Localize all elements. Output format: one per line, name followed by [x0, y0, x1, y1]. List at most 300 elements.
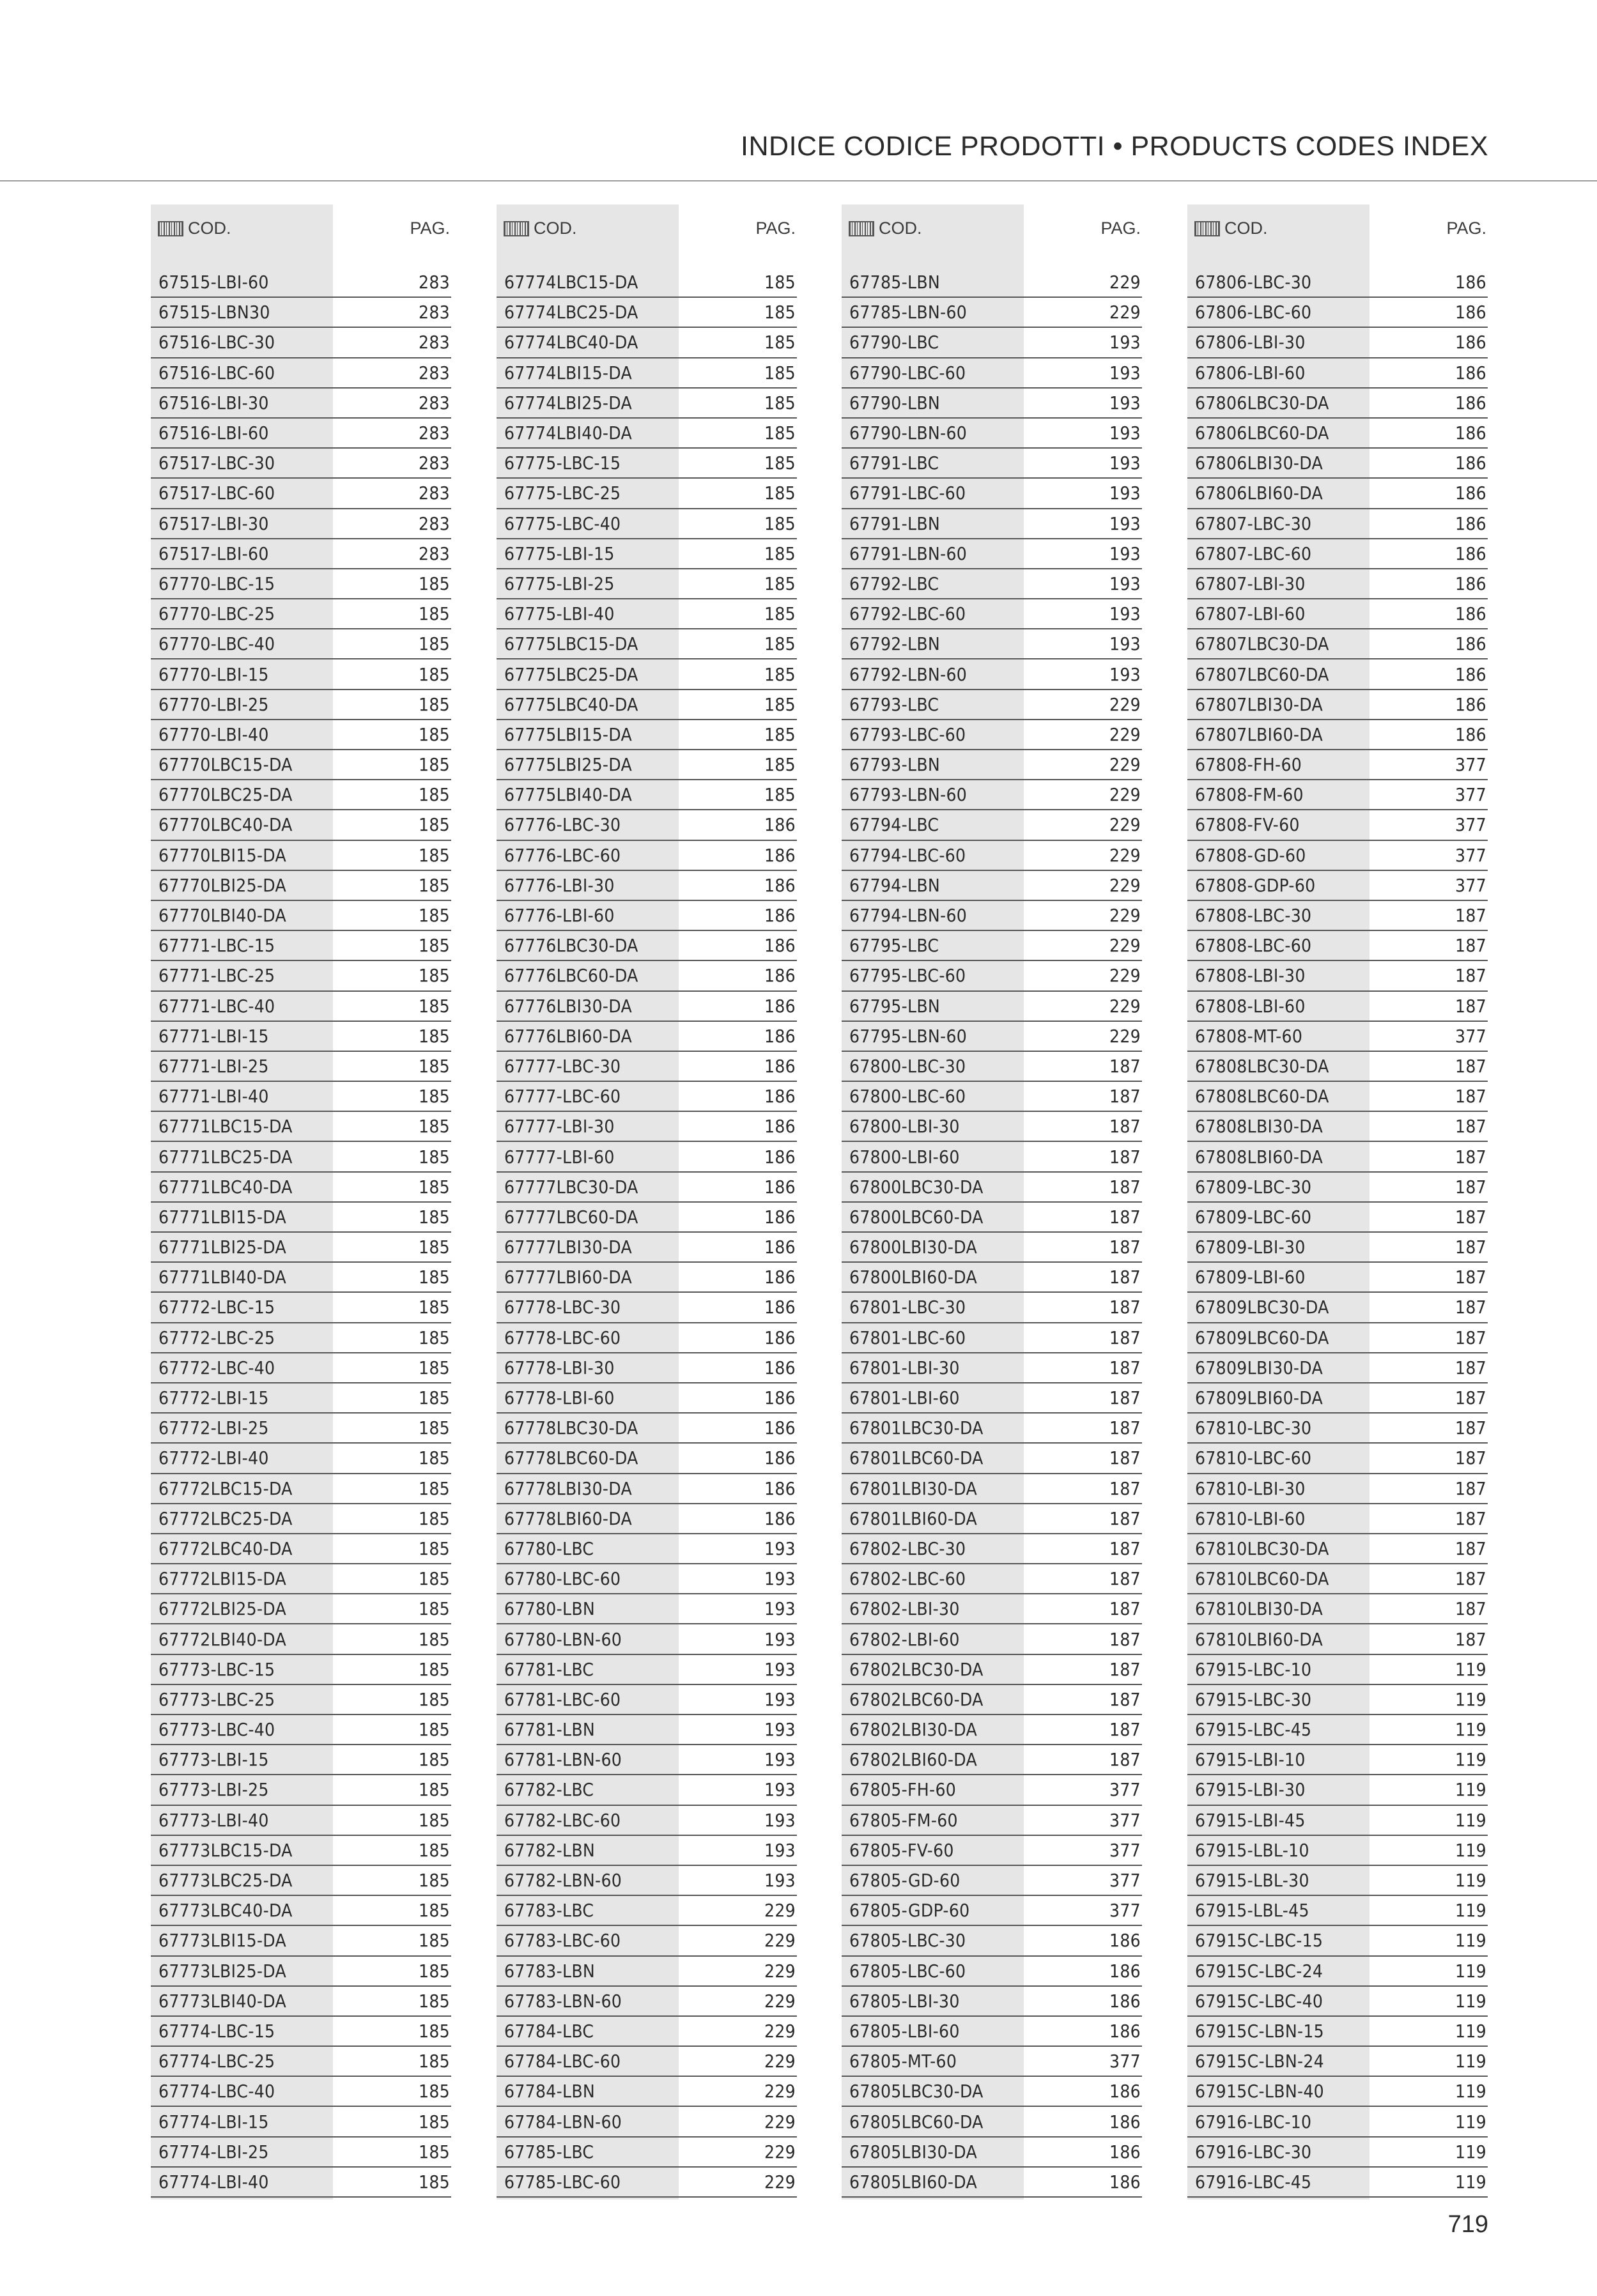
product-code: 67805LBC60-DA: [849, 2111, 984, 2132]
product-code: 67807LBI60-DA: [1195, 723, 1323, 745]
table-row: [151, 1082, 451, 1112]
table-row: [497, 1806, 797, 1836]
product-code: 67793-LBC: [849, 693, 939, 715]
table-row: [842, 690, 1142, 720]
page-ref: 187: [1455, 1447, 1486, 1469]
product-code: 67780-LBN-60: [504, 1628, 622, 1650]
product-code: 67795-LBN-60: [849, 1025, 968, 1047]
product-code: 67775LBC40-DA: [504, 693, 638, 715]
table-row: [1187, 961, 1488, 991]
page-ref: 185: [419, 1990, 450, 2012]
page-ref: 185: [419, 1477, 450, 1499]
page-ref: 186: [764, 1146, 796, 1167]
table-row: [151, 1685, 451, 1715]
table-row: [151, 1203, 451, 1233]
barcode-icon: [1195, 222, 1219, 236]
page-ref: 185: [764, 573, 796, 594]
page-ref: 185: [419, 1176, 450, 1198]
product-code: 67771-LBI-25: [158, 1055, 269, 1077]
product-code: 67807-LBC-30: [1195, 512, 1312, 534]
page-ref: 229: [764, 1900, 796, 1922]
product-code: 67776-LBC-60: [504, 844, 621, 866]
product-code: 67772-LBC-40: [158, 1357, 275, 1378]
product-code: 67802LBI30-DA: [849, 1719, 978, 1741]
table-row: [151, 1474, 451, 1504]
page-ref: 283: [419, 543, 450, 564]
table-row: [151, 871, 451, 901]
table-row: [1187, 479, 1488, 509]
product-code: 67775-LBC-40: [504, 512, 621, 534]
page-ref: 193: [1109, 512, 1141, 534]
product-code: 67516-LBI-60: [158, 422, 269, 444]
table-row: [842, 419, 1142, 449]
page-ref: 187: [1109, 1237, 1141, 1258]
page-ref: 193: [1109, 603, 1141, 625]
table-row: [151, 1383, 451, 1414]
table-row: [842, 1685, 1142, 1715]
product-code: 67808-GD-60: [1195, 844, 1306, 866]
product-code: 67809LBC60-DA: [1195, 1327, 1329, 1348]
product-code: 67778LBC60-DA: [504, 1447, 638, 1469]
page-ref: 185: [419, 1749, 450, 1771]
table-row: [842, 599, 1142, 629]
table-row: [151, 479, 451, 509]
page-ref: 185: [764, 754, 796, 776]
product-code: 67776LBC30-DA: [504, 935, 638, 957]
table-row: [1187, 1806, 1488, 1836]
product-code: 67800LBC60-DA: [849, 1206, 984, 1228]
table-row: [1187, 419, 1488, 449]
product-code: 67805-LBC-30: [849, 1930, 966, 1952]
product-code: 67774-LBC-25: [158, 2051, 275, 2072]
table-row: [151, 328, 451, 358]
table-row: [842, 1957, 1142, 1987]
page-ref: 283: [419, 272, 450, 293]
table-row: [151, 509, 451, 539]
table-row: [497, 720, 797, 750]
table-row: [497, 961, 797, 991]
table-row: [842, 1444, 1142, 1474]
table-row: [497, 1594, 797, 1624]
table-row: [151, 389, 451, 419]
code-header: [504, 219, 577, 238]
page-ref: 185: [419, 1779, 450, 1801]
product-code: 67915C-LBN-24: [1195, 2051, 1324, 2072]
product-code: 67792-LBC-60: [849, 603, 966, 625]
product-code: 67802LBC30-DA: [849, 1658, 984, 1680]
table-row: [842, 780, 1142, 810]
table-row: [497, 1836, 797, 1866]
product-code: 67771LBI15-DA: [158, 1206, 287, 1228]
product-code: 67805LBC30-DA: [849, 2081, 984, 2102]
product-code: 67807-LBI-60: [1195, 603, 1306, 625]
page-ref: 119: [1455, 1870, 1486, 1892]
product-code: 67515-LBI-60: [158, 272, 269, 293]
product-code: 67515-LBN30: [158, 302, 270, 323]
table-row: [842, 358, 1142, 389]
table-row: [842, 901, 1142, 931]
page-ref: 193: [1109, 543, 1141, 564]
product-code: 67772LBI40-DA: [158, 1628, 287, 1650]
page-ref: 186: [1455, 482, 1486, 504]
code-header: [158, 219, 231, 238]
page-ref: 187: [1455, 905, 1486, 927]
product-code: 67778LBC30-DA: [504, 1417, 638, 1439]
product-code: 67794-LBC: [849, 814, 939, 836]
table-row: [151, 1806, 451, 1836]
page-ref: 185: [419, 1146, 450, 1167]
page-ref: 185: [419, 2081, 450, 2102]
table-row: [842, 1806, 1142, 1836]
product-code: 67810LBC30-DA: [1195, 1537, 1329, 1559]
page-ref: 193: [764, 1628, 796, 1650]
product-code: 67776LBC60-DA: [504, 965, 638, 987]
page-ref: 187: [1455, 1055, 1486, 1077]
product-code: 67805-FV-60: [849, 1839, 954, 1861]
product-code: 67783-LBN-60: [504, 1990, 622, 2012]
product-code: 67805-FH-60: [849, 1779, 957, 1801]
product-code: 67807LBC30-DA: [1195, 633, 1329, 655]
code-list: [151, 268, 451, 2198]
page-ref: 186: [1109, 2020, 1141, 2042]
table-row: [1187, 2017, 1488, 2047]
table-row: [1187, 2047, 1488, 2077]
product-code: 67775-LBC-15: [504, 452, 621, 474]
product-code: 67915-LBI-30: [1195, 1779, 1306, 1801]
page-ref: 283: [419, 482, 450, 504]
product-code: 67809-LBI-60: [1195, 1267, 1306, 1288]
page-ref: 185: [419, 1900, 450, 1922]
product-code: 67772LBC25-DA: [158, 1507, 293, 1529]
page-ref: 185: [419, 603, 450, 625]
table-row: [497, 1444, 797, 1474]
table-row: [842, 1142, 1142, 1172]
product-code: 67915-LBI-10: [1195, 1749, 1306, 1771]
page-ref: 185: [419, 1206, 450, 1228]
table-row: [497, 1022, 797, 1052]
table-row: [151, 1504, 451, 1534]
page-ref: 186: [764, 1447, 796, 1469]
page-ref: 377: [1109, 1839, 1141, 1861]
table-row: [151, 750, 451, 780]
page-ref: 377: [1455, 784, 1486, 806]
page-ref: 185: [419, 1447, 450, 1469]
product-code: 67774-LBC-40: [158, 2081, 275, 2102]
page-ref: 187: [1455, 935, 1486, 957]
page-ref: 185: [764, 723, 796, 745]
product-code: 67805-LBI-30: [849, 1990, 960, 2012]
product-code: 67806-LBC-30: [1195, 272, 1312, 293]
page-ref: 185: [764, 272, 796, 293]
table-row: [1187, 1685, 1488, 1715]
product-code: 67808-FV-60: [1195, 814, 1300, 836]
page-ref: 119: [1455, 1930, 1486, 1952]
table-row: [151, 961, 451, 991]
table-row: [1187, 992, 1488, 1022]
product-code: 67777LBI30-DA: [504, 1237, 633, 1258]
page-ref: 185: [419, 814, 450, 836]
product-code: 67777LBI60-DA: [504, 1267, 633, 1288]
product-code: 67771-LBC-15: [158, 935, 275, 957]
page-ref: 229: [1109, 874, 1141, 896]
table-row: [1187, 659, 1488, 690]
page-ref: 377: [1455, 874, 1486, 896]
page-ref: 186: [764, 1357, 796, 1378]
table-row: [1187, 629, 1488, 659]
table-row: [497, 1323, 797, 1353]
product-code: 67517-LBC-60: [158, 482, 275, 504]
product-code: 67772-LBC-25: [158, 1327, 275, 1348]
product-code: 67807-LBC-60: [1195, 543, 1312, 564]
product-code: 67774-LBC-15: [158, 2020, 275, 2042]
table-row: [151, 268, 451, 298]
product-code: 67808-LBC-30: [1195, 905, 1312, 927]
page-ref: 229: [764, 2020, 796, 2042]
table-row: [1187, 2077, 1488, 2107]
table-row: [1187, 509, 1488, 539]
product-code: 67773LBI25-DA: [158, 1960, 287, 1982]
product-code: 67794-LBN: [849, 874, 941, 896]
product-code: 67778-LBC-60: [504, 1327, 621, 1348]
product-code: 67783-LBN: [504, 1960, 596, 1982]
page-ref: 186: [764, 1206, 796, 1228]
table-row: [497, 1173, 797, 1203]
product-code: 67792-LBN: [849, 633, 941, 655]
table-row: [842, 629, 1142, 659]
product-code: 67771-LBC-25: [158, 965, 275, 987]
table-row: [1187, 569, 1488, 599]
product-code: 67915-LBC-10: [1195, 1658, 1312, 1680]
page-ref: 193: [1109, 633, 1141, 655]
table-row: [497, 449, 797, 479]
product-code: 67805-GD-60: [849, 1870, 961, 1892]
page-ref: 187: [1455, 1327, 1486, 1348]
page-ref: 187: [1455, 1086, 1486, 1107]
page-ref: 193: [764, 1598, 796, 1620]
product-code: 67915C-LBN-15: [1195, 2020, 1324, 2042]
product-code: 67775-LBI-25: [504, 573, 615, 594]
table-row: [1187, 1896, 1488, 1926]
page-ref: 193: [764, 1809, 796, 1831]
page-ref: 229: [1109, 965, 1141, 987]
page-ref: 185: [764, 482, 796, 504]
page-ref: 193: [764, 1779, 796, 1801]
product-code: 67801-LBI-30: [849, 1357, 960, 1378]
table-row: [151, 1745, 451, 1775]
code-list: [1187, 268, 1488, 2198]
page-ref: 186: [1109, 1960, 1141, 1982]
table-row: [1187, 780, 1488, 810]
table-row: [1187, 1112, 1488, 1142]
product-code: 67916-LBC-30: [1195, 2141, 1312, 2162]
product-code: 67810LBI30-DA: [1195, 1598, 1323, 1620]
page-ref: 186: [764, 1327, 796, 1348]
table-row: [1187, 1233, 1488, 1263]
table-row: [842, 1052, 1142, 1082]
code-list: [842, 268, 1142, 2198]
page-ref: 193: [1109, 332, 1141, 353]
page-ref: 186: [764, 1387, 796, 1409]
page-ref: 187: [1455, 1507, 1486, 1529]
table-row: [1187, 1624, 1488, 1654]
page-ref: 185: [419, 1870, 450, 1892]
page-ref: 283: [419, 362, 450, 383]
product-code: 67774LBI15-DA: [504, 362, 633, 383]
table-row: [842, 961, 1142, 991]
table-row: [497, 419, 797, 449]
product-code: 67807-LBI-30: [1195, 573, 1306, 594]
page-ref: 119: [1455, 1900, 1486, 1922]
page-ref: 186: [1455, 633, 1486, 655]
product-code: 67775-LBC-25: [504, 482, 621, 504]
product-code: 67770LBI25-DA: [158, 874, 287, 896]
page-ref: 187: [1109, 1447, 1141, 1469]
product-code: 67772-LBI-25: [158, 1417, 269, 1439]
page-ref: 187: [1109, 1628, 1141, 1650]
product-code: 67784-LBN-60: [504, 2111, 622, 2132]
product-code: 67781-LBC-60: [504, 1688, 621, 1710]
product-code: 67802-LBI-60: [849, 1628, 960, 1650]
product-code: 67516-LBC-60: [158, 362, 275, 383]
table-row: [497, 1082, 797, 1112]
product-code: 67770LBC40-DA: [158, 814, 293, 836]
page-ref: 229: [764, 2081, 796, 2102]
page-ref: 185: [419, 1297, 450, 1318]
page-ref: 283: [419, 512, 450, 534]
product-code: 67810-LBI-30: [1195, 1477, 1306, 1499]
product-code: 67780-LBN: [504, 1598, 596, 1620]
page-ref: 186: [1455, 573, 1486, 594]
page-ref: 185: [419, 1417, 450, 1439]
product-code: 67800LBI30-DA: [849, 1237, 978, 1258]
product-code: 67791-LBC: [849, 452, 939, 474]
table-row: [151, 690, 451, 720]
page-ref: 193: [764, 1719, 796, 1741]
product-code: 67777LBC60-DA: [504, 1206, 638, 1228]
table-row: [151, 1836, 451, 1866]
page-ref: 186: [764, 1237, 796, 1258]
page-ref: 185: [764, 422, 796, 444]
product-code: 67809-LBC-30: [1195, 1176, 1312, 1198]
product-code: 67778LBI30-DA: [504, 1477, 633, 1499]
page-ref: 186: [1455, 362, 1486, 383]
page-ref: 186: [764, 1176, 796, 1198]
page-ref: 283: [419, 302, 450, 323]
product-code: 67772LBI25-DA: [158, 1598, 287, 1620]
product-code: 67516-LBI-30: [158, 392, 269, 413]
table-row: [497, 901, 797, 931]
page-ref: 377: [1455, 754, 1486, 776]
product-code: 67772LBC40-DA: [158, 1537, 293, 1559]
page-ref: 229: [1109, 905, 1141, 927]
table-row: [1187, 1775, 1488, 1805]
table-row: [842, 1655, 1142, 1685]
page-ref: 187: [1109, 1719, 1141, 1741]
product-code: 67777LBC30-DA: [504, 1176, 638, 1198]
product-code: 67780-LBC: [504, 1537, 594, 1559]
table-row: [1187, 1022, 1488, 1052]
table-row: [497, 1293, 797, 1323]
table-row: [151, 1022, 451, 1052]
table-row: [151, 599, 451, 629]
table-row: [497, 1624, 797, 1654]
table-row: [497, 1263, 797, 1293]
table-row: [497, 2138, 797, 2168]
table-row: [151, 1263, 451, 1293]
product-code: 67771LBI25-DA: [158, 1237, 287, 1258]
product-code: 67770LBC15-DA: [158, 754, 293, 776]
product-code: 67808-LBI-60: [1195, 995, 1306, 1017]
table-row: [151, 2017, 451, 2047]
table-row: [842, 1173, 1142, 1203]
page-ref: 186: [1109, 2141, 1141, 2162]
product-code: 67810LBI60-DA: [1195, 1628, 1323, 1650]
product-code: 67772-LBC-15: [158, 1297, 275, 1318]
page-ref: 187: [1109, 1537, 1141, 1559]
page-ref: 283: [419, 452, 450, 474]
page-ref: 187: [1109, 1206, 1141, 1228]
page-ref: 187: [1455, 1116, 1486, 1137]
product-code: 67774-LBI-15: [158, 2111, 269, 2132]
page-ref: 187: [1455, 995, 1486, 1017]
table-row: [1187, 1594, 1488, 1624]
page-ref: 229: [764, 2051, 796, 2072]
product-code: 67808LBC60-DA: [1195, 1086, 1329, 1107]
table-row: [1187, 1263, 1488, 1293]
table-row: [151, 2107, 451, 2137]
table-row: [151, 629, 451, 659]
product-code: 67773-LBI-15: [158, 1749, 269, 1771]
code-list: [497, 268, 797, 2198]
product-code: 67772-LBI-40: [158, 1447, 269, 1469]
page-ref: 187: [1455, 1297, 1486, 1318]
table-row: [842, 1926, 1142, 1956]
product-code: 67781-LBN-60: [504, 1749, 622, 1771]
product-code: 67790-LBC-60: [849, 362, 966, 383]
page-ref: 187: [1109, 1055, 1141, 1077]
table-row: [1187, 298, 1488, 328]
product-code: 67802-LBC-60: [849, 1568, 966, 1590]
page-ref: 229: [764, 2111, 796, 2132]
table-row: [497, 992, 797, 1022]
table-row: [151, 1444, 451, 1474]
table-row: [842, 1987, 1142, 2017]
page-ref: 187: [1109, 1507, 1141, 1529]
page-ref: 187: [1455, 1357, 1486, 1378]
product-code: 67776-LBI-30: [504, 874, 615, 896]
product-code: 67778-LBI-60: [504, 1387, 615, 1409]
index-column-4: [1187, 204, 1488, 2198]
product-code: 67777-LBI-60: [504, 1146, 615, 1167]
page-ref: 185: [419, 2111, 450, 2132]
table-row: [151, 1293, 451, 1323]
page-ref: 187: [1109, 1749, 1141, 1771]
table-row: [497, 810, 797, 840]
product-code: 67801-LBI-60: [849, 1387, 960, 1409]
product-code: 67773-LBI-40: [158, 1809, 269, 1831]
product-code: 67808LBC30-DA: [1195, 1055, 1329, 1077]
page-ref: 119: [1455, 2051, 1486, 2072]
product-code: 67775LBC15-DA: [504, 633, 638, 655]
page-ref: 193: [1109, 422, 1141, 444]
page-ref: 193: [764, 1870, 796, 1892]
product-code: 67517-LBI-60: [158, 543, 269, 564]
page-ref: 187: [1109, 1116, 1141, 1137]
page-ref: 193: [764, 1568, 796, 1590]
product-code: 67770-LBI-40: [158, 723, 269, 745]
product-code: 67785-LBC-60: [504, 2171, 621, 2192]
index-column-2: [497, 204, 797, 2198]
